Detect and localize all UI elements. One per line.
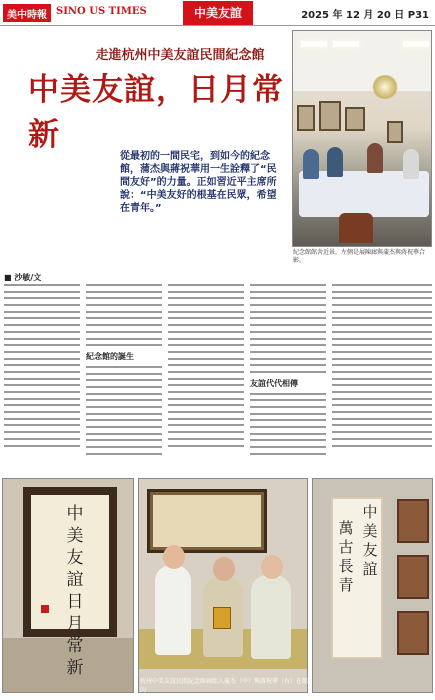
seal-stamp [41, 605, 49, 613]
scroll-text-left: 萬古長青 [338, 519, 354, 594]
section-label: 中美友誼 [183, 1, 253, 25]
person [327, 147, 343, 177]
ceiling-light [301, 41, 327, 47]
chandelier [371, 75, 399, 99]
memorial-hall-photo [292, 30, 432, 247]
person-head [261, 555, 283, 579]
ceiling [293, 31, 431, 91]
text-column [332, 284, 432, 460]
exhibit-panel [397, 555, 429, 599]
person [303, 149, 319, 179]
article-subtitle: 走進杭州中美友誼民間紀念館 [95, 48, 265, 63]
newspaper-name-en: SINO US TIMES [56, 6, 147, 17]
wall-frame [297, 105, 315, 131]
person [367, 143, 383, 173]
wall-frame [319, 101, 341, 131]
ceiling-light [333, 41, 359, 47]
book [213, 607, 231, 629]
wall-frame [387, 121, 403, 143]
calligraphy-text: 中美友誼日月常新 [66, 504, 84, 678]
text-column [250, 284, 326, 460]
text-column [86, 284, 162, 460]
article-lead: 從最初的一間民宅，到如今的紀念館，蒲杰與蔣祝華用一生詮釋了“民間友好”的力量。正如習近平主席所說：“中美友好的根基在民眾，希望在青年。” [120, 151, 277, 214]
person-head [163, 545, 185, 569]
text-column [168, 284, 244, 460]
page-header [0, 0, 435, 26]
article-subhead: 紀念館的誕生 [86, 351, 134, 361]
exhibit-panel [397, 499, 429, 543]
chair [339, 213, 373, 243]
person-head [213, 557, 235, 581]
person [403, 149, 419, 179]
article-title: 中美友誼，日月常新 [28, 72, 284, 153]
ceiling-light [403, 41, 429, 47]
issue-date-page: 2025 年 12 月 20 日 P31 [301, 10, 429, 21]
exhibit-photo [312, 478, 433, 693]
photo-caption: 杭州中美友誼民間紀念館創始人蒲杰（中）與蔣祝華（右）在館內 [140, 678, 309, 694]
person-left [155, 565, 191, 655]
newspaper-logo: 美中時報 [3, 4, 51, 22]
founders-photo [138, 478, 308, 693]
byline: ■ 沙敏/文 [4, 273, 42, 282]
photo-caption: 紀念館館舍近景，左側是展陳廊與蒲杰與蔣祝華合影。 [293, 249, 426, 264]
text-column [4, 284, 80, 460]
framed-calligraphy-photo [2, 478, 134, 693]
wall-frame [345, 107, 365, 131]
painting-canvas [153, 495, 261, 547]
scroll-text-right: 中美友誼 [362, 503, 378, 578]
exhibit-panel [397, 611, 429, 655]
article-subhead: 友誼代代相傳 [250, 378, 298, 388]
person-right [251, 575, 291, 659]
